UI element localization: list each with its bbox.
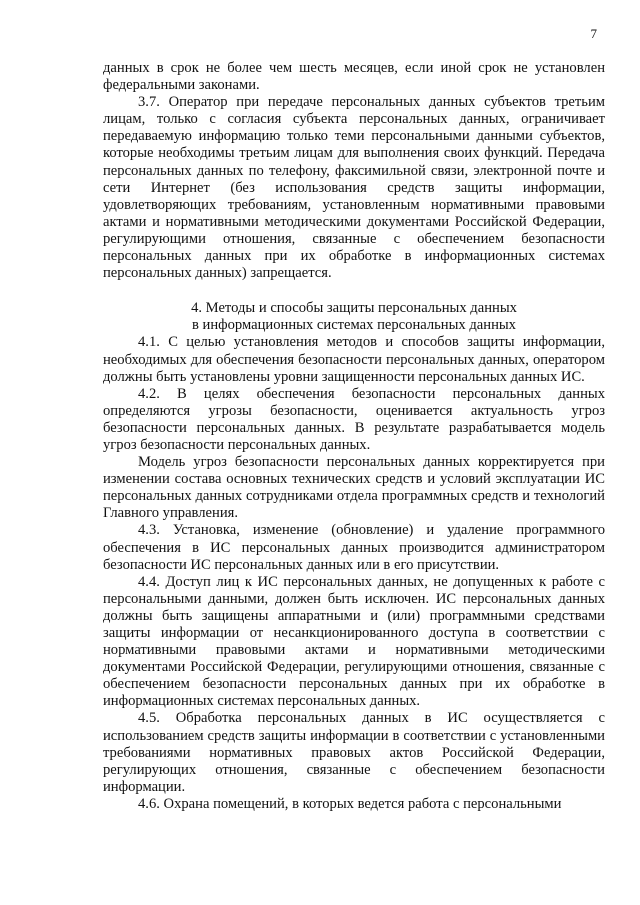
paragraph-4-5: 4.5. Обработка персональных данных в ИС осуществляется с использованием средств защиты информации в соответствии с установленными требованиями нормативных правовых актов Российской Федерации, регулирующих отношения, связанные с обеспечением безопасности информации.	[103, 710, 605, 795]
paragraph-4-1: 4.1. С целью установления методов и способов защиты информации, необходимых для обеспечения безопасности персональных данных, оператором должны быть установлены уровни защищенности персональных данных ИС.	[103, 334, 605, 385]
paragraph-4-2: 4.2. В целях обеспечения безопасности персональных данных определяются угрозы безопасности, оценивается актуальность угроз безопасности персональных данных. В результате разрабатывается модель угроз безопасности персональных данных.	[103, 385, 605, 453]
paragraph-4-4: 4.4. Доступ лиц к ИС персональных данных, не допущенных к работе с персональными данными, должен быть исключен. ИС персональных данных должны быть защищены аппаратными и (или) программными средствами защиты информации от несанкционированного доступа в соответствии с нормативными правовыми актами и нормативными методическими документами Российской Федерации, регулирующими отношения, связанные с обеспечением безопасности персональных данных при их обработке в информационных системах персональных данных.	[103, 573, 605, 710]
paragraph-3-7: 3.7. Оператор при передаче персональных данных субъектов третьим лицам, только с согласия субъекта персональных данных, ограничивает передаваемую информацию только теми персональными данными субъектов, которые необходимы третьим лицам для выполнения своих функций. Передача персональных данных по телефону, факсимильной связи, электронной почте и сети Интернет (без использования средств защиты информации, удовлетворяющих требованиям, установленным нормативными правовыми актами и нормативными методическими документами Российской Федерации, регулирующими отношения, связанные с обеспечением безопасности персональных данных при их обработке в информационных системах персональных данных) запрещается.	[103, 94, 605, 282]
paragraph-4-3: 4.3. Установка, изменение (обновление) и удаление программного обеспечения в ИС персональных данных производится администратором безопасности ИС персональных данных или в его присутствии.	[103, 522, 605, 573]
section-heading-line-1: 4. Методы и способы защиты персональных данных	[191, 300, 517, 317]
section-heading	[103, 300, 605, 334]
paragraph-threat-model: Модель угроз безопасности персональных данных корректируется при изменении состава основных технических средств и условий эксплуатации ИС персональных данных сотрудниками отдела программных средств и технологий Главного управления.	[103, 454, 605, 522]
paragraph-continuation: данных в срок не более чем шесть месяцев, если иной срок не установлен федеральными законами.	[103, 60, 605, 94]
section-heading-line-2: в информационных системах персональных данных	[192, 317, 516, 334]
page-number: 7	[590, 26, 597, 41]
paragraph-4-6: 4.6. Охрана помещений, в которых ведется работа с персональными	[138, 795, 562, 812]
document-body	[103, 60, 605, 813]
